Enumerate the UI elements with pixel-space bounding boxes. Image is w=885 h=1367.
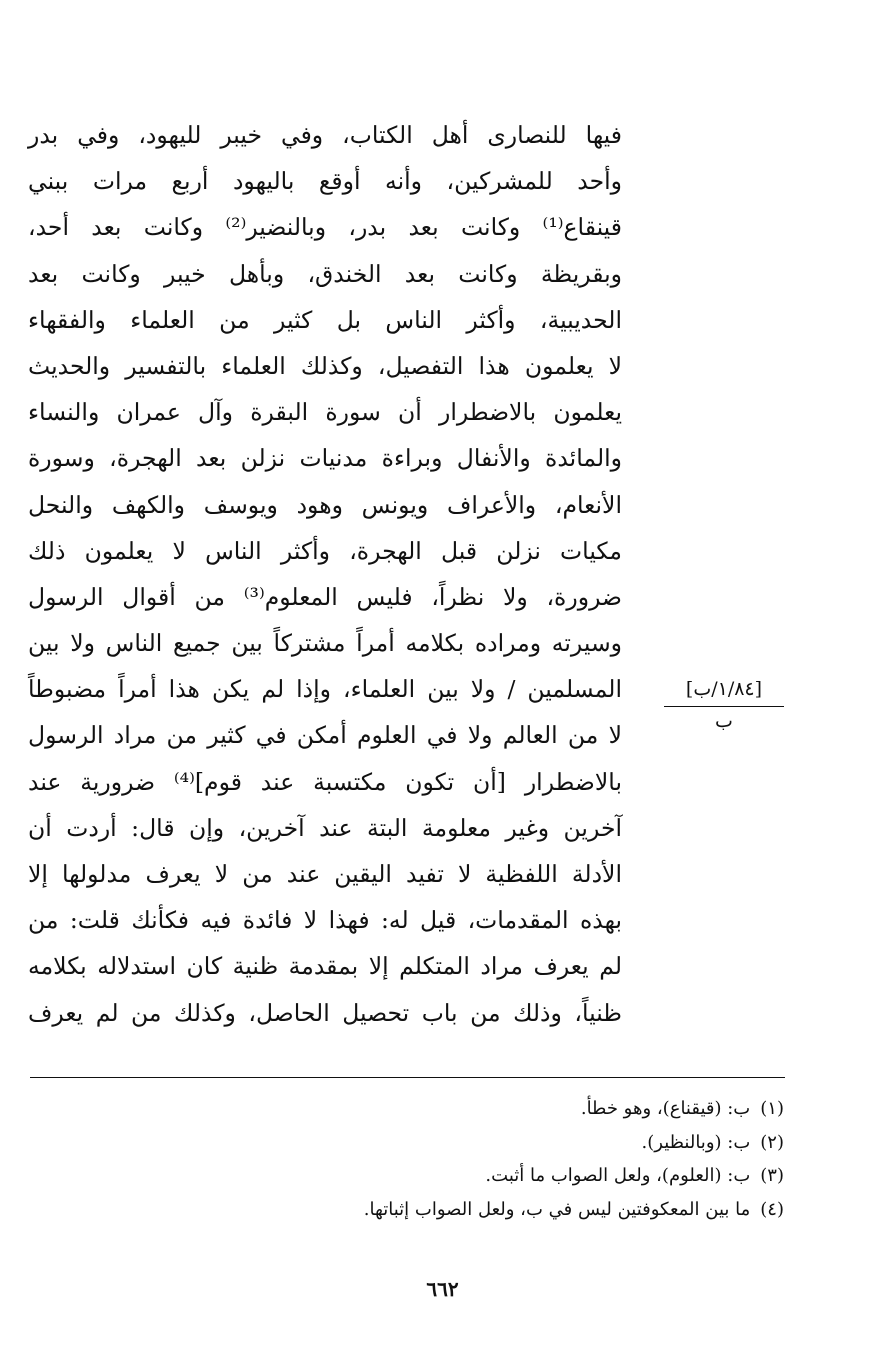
footnote-divider <box>30 1077 785 1078</box>
text-line: يعلمون بالاضطرار أن سورة البقرة وآل عمران والنساء <box>28 398 622 427</box>
page-number: ٦٦٢ <box>426 1277 459 1301</box>
margin-note <box>664 676 784 733</box>
footnote-number: (٣) <box>760 1165 784 1186</box>
text-line: ظنياً، وذلك من باب تحصيل الحاصل، وكذلك من لم يعرف <box>28 998 622 1027</box>
main-text-body <box>28 112 622 1036</box>
footnote-item <box>120 1193 784 1227</box>
manuscript-siglum: ب <box>715 710 733 732</box>
text-line: قينقاع⁽¹⁾ وكانت بعد بدر، وبالنضير⁽²⁾ وكانت بعد أحد، <box>28 213 623 242</box>
text-line: وبقريظة وكانت بعد الخندق، وبأهل خيبر وكانت بعد <box>28 259 622 288</box>
text-line: فيها للنصارى أهل الكتاب، وفي خيبر لليهود، وفي بدر <box>28 121 622 149</box>
text-line: مكيات نزلن قبل الهجرة، وأكثر الناس لا يعلمون ذلك <box>28 536 622 565</box>
footnote-text: ما بين المعكوفتين ليس في ب، ولعل الصواب إثباتها. <box>363 1198 751 1220</box>
text-line: الأنعام، والأعراف ويونس وهود ويوسف والكهف والنحل <box>28 490 622 519</box>
footnotes-list <box>120 1092 784 1226</box>
text-line: الأدلة اللفظية لا تفيد اليقين عند من لا يعرف مدلولها إلا <box>28 860 622 888</box>
text-line: ضرورة، ولا نظراً، فليس المعلوم⁽³⁾ من أقوال الرسول <box>28 582 622 611</box>
text-line: وسيرته ومراده بكلامه أمراً مشتركاً بين جميع الناس ولا بين <box>28 629 622 658</box>
text-line: لا يعلمون هذا التفصيل، وكذلك العلماء بالتفسير والحديث <box>28 351 622 380</box>
text-line: لم يعرف مراد المتكلم إلا بمقدمة ظنية كان استدلاله بكلامه <box>28 952 622 981</box>
footnote-number: (١) <box>760 1098 784 1119</box>
footnote-text: ب: (قيقناع)، وهو خطأ. <box>580 1098 751 1119</box>
manuscript-folio-reference: [١/٨٤/ب] <box>664 676 784 707</box>
text-line: آخرين وغير معلومة البتة عند آخرين، وإن قال: أردت أن <box>28 813 622 842</box>
text-line: وأحد للمشركين، وأنه أوقع باليهود أربع مرات ببني <box>28 167 622 196</box>
text-line: والمائدة والأنفال وبراءة مدنيات نزلن بعد الهجرة، وسورة <box>28 444 622 473</box>
footnote-number: (٤) <box>760 1198 784 1220</box>
text-line: لا من العالم ولا في العلوم أمكن في كثير من مراد الرسول <box>28 721 622 750</box>
footnote-number: (٢) <box>760 1131 784 1153</box>
footnote-text: ب: (وبالنظير). <box>641 1131 751 1153</box>
footnote-item <box>120 1092 784 1126</box>
text-line: الحديبية، وأكثر الناس بل كثير من العلماء والفقهاء <box>28 305 622 334</box>
footnote-item <box>120 1126 784 1160</box>
text-line: المسلمين / ولا بين العلماء، وإذا لم يكن هذا أمراً مضبوطاً <box>28 675 622 704</box>
text-line: بالاضطرار [أن تكون مكتسبة عند قوم]⁽⁴⁾ ضرورية عند <box>28 767 622 796</box>
text-line: بهذه المقدمات، قيل له: فهذا لا فائدة فيه فكأنك قلت: من <box>28 906 622 935</box>
footnote-text: ب: (العلوم)، ولعل الصواب ما أثبت. <box>485 1165 751 1186</box>
footnote-item <box>120 1159 784 1193</box>
